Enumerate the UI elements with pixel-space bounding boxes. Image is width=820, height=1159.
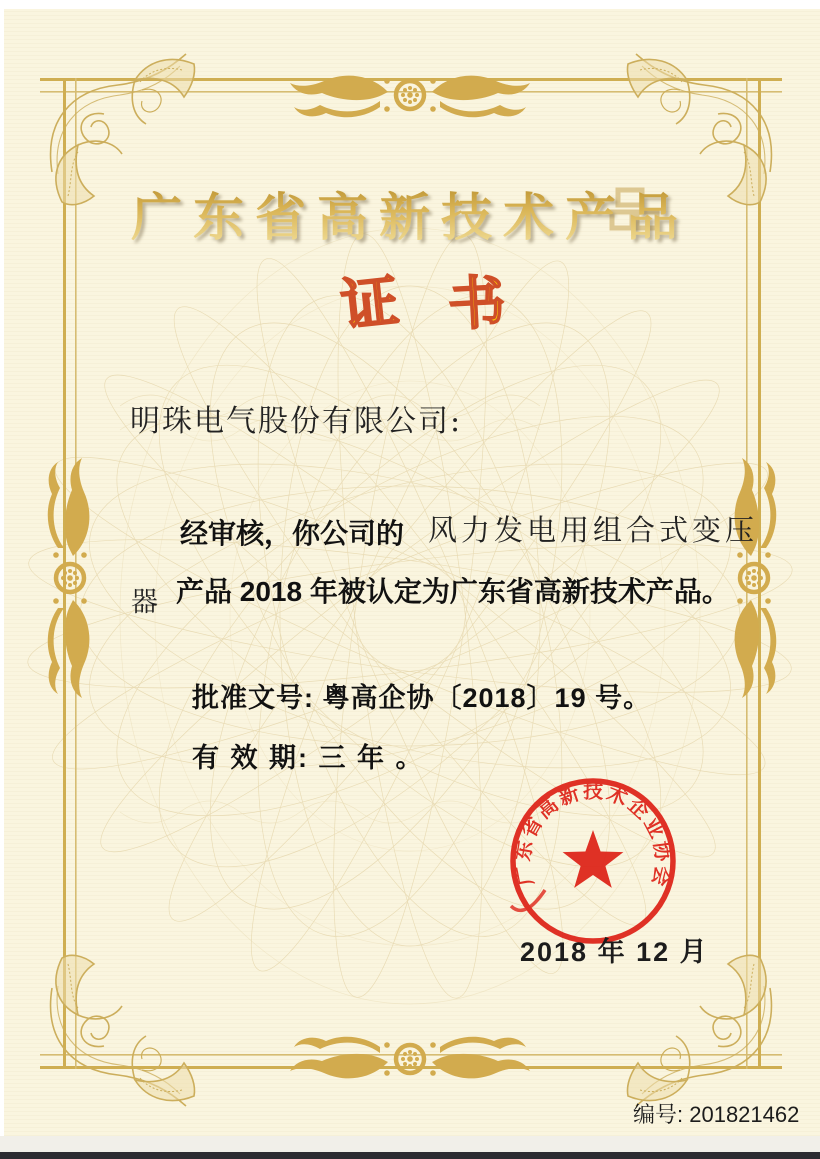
border-ornament-bottom xyxy=(290,1037,530,1079)
body-main: 产品 2018 年被认定为广东省高新技术产品。 xyxy=(176,576,730,607)
seal-text: 广东省高新技术企业协会 xyxy=(510,778,676,891)
corner-ornament-bottom-right xyxy=(627,955,771,1106)
serial-value: 201821462 xyxy=(689,1102,800,1127)
validity-line: 有 效 期: 三 年 。 xyxy=(192,743,425,773)
body-intro: 经审核，你公司的 xyxy=(180,518,405,549)
border-ornament-left xyxy=(48,458,90,698)
corner-ornament-bottom-left xyxy=(51,955,195,1106)
product-name-part1: 风力发电用组合式变压 xyxy=(428,513,759,547)
recipient-company: 明珠电气股份有限公司: xyxy=(130,404,463,439)
border-ornament-top xyxy=(290,76,530,118)
seal-star-icon xyxy=(563,830,624,888)
issue-date: 2018 年 12 月 xyxy=(520,937,709,967)
certificate-word xyxy=(0,258,820,340)
product-name-part2: 器 xyxy=(131,587,158,618)
certificate-title: 广东省高新技术产品 xyxy=(0,176,820,250)
serial-label: 编号: xyxy=(633,1102,690,1127)
cert-char-zheng: 证 xyxy=(338,267,402,340)
cert-char-shu: 书 xyxy=(446,268,507,339)
border-ornament-right xyxy=(735,458,777,698)
approval-number-line: 批准文号: 粤高企协〔2018〕19 号。 xyxy=(192,683,652,713)
serial-number xyxy=(633,1098,799,1129)
